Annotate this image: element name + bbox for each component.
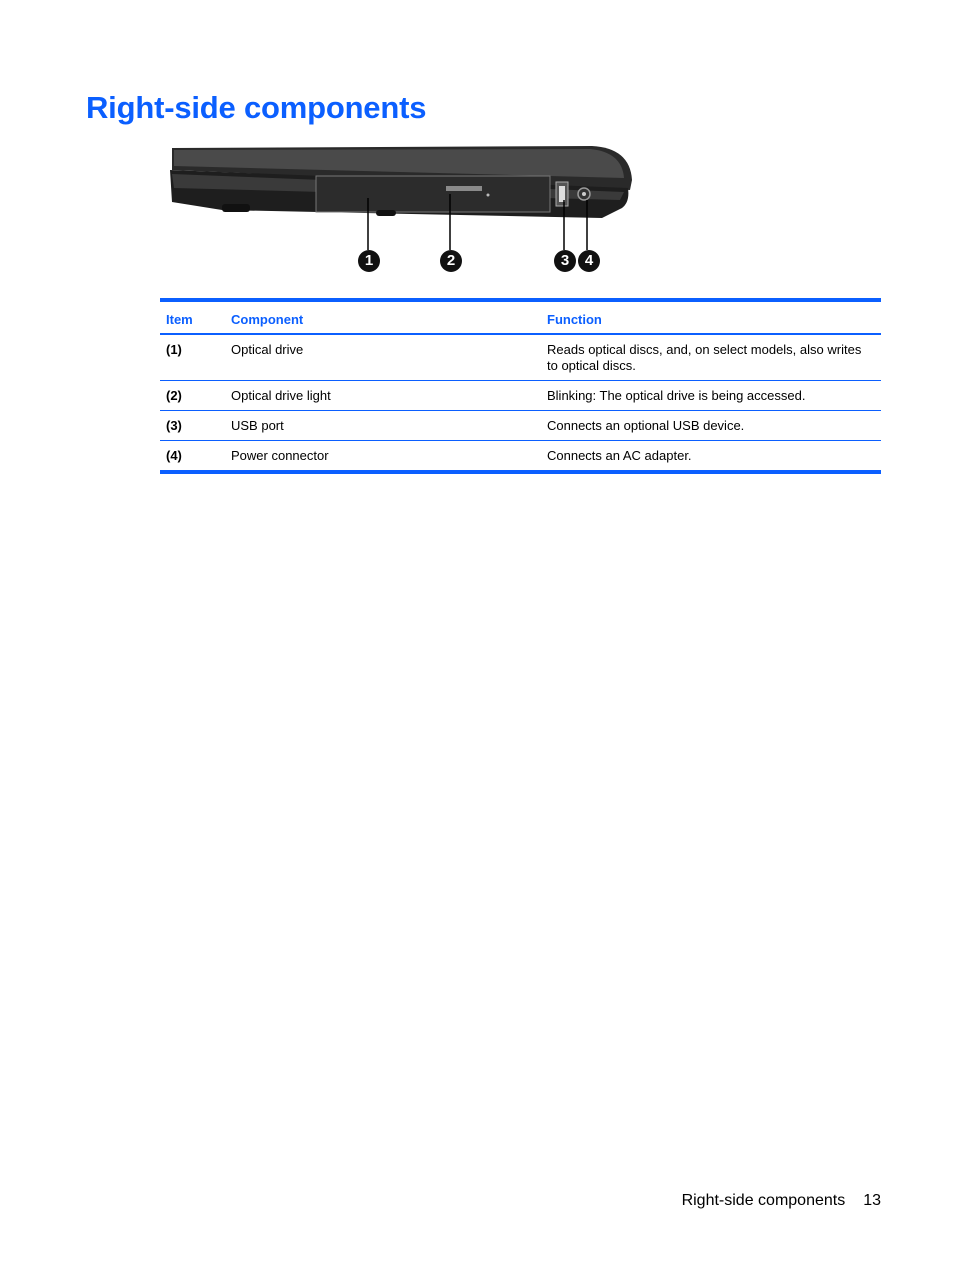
laptop-side-view-image bbox=[162, 140, 642, 250]
table-row bbox=[160, 381, 881, 411]
footer-section-title: Right-side components bbox=[681, 1192, 846, 1209]
callout-1: 1 bbox=[358, 250, 380, 272]
item-cell: (2) bbox=[160, 381, 225, 411]
table-row bbox=[160, 334, 881, 381]
component-cell: Optical drive bbox=[225, 334, 541, 381]
callout-2: 2 bbox=[440, 250, 462, 272]
function-cell: Connects an optional USB device. bbox=[541, 411, 881, 441]
callout-4: 4 bbox=[578, 250, 600, 272]
header-component: Component bbox=[225, 300, 541, 334]
item-cell: (4) bbox=[166, 448, 182, 463]
callout-3: 3 bbox=[554, 250, 576, 272]
function-cell: Connects an AC adapter. bbox=[547, 448, 692, 463]
page-number: 13 bbox=[863, 1192, 881, 1209]
page-footer bbox=[682, 1192, 881, 1210]
table-row bbox=[160, 411, 881, 441]
components-table bbox=[160, 298, 881, 474]
item-cell: (1) bbox=[160, 334, 225, 381]
header-item: Item bbox=[160, 300, 225, 334]
function-cell: Reads optical discs, and, on select models, also writes to optical discs. bbox=[541, 334, 881, 381]
function-cell: Blinking: The optical drive is being accessed. bbox=[541, 381, 881, 411]
table-row bbox=[160, 441, 881, 473]
component-cell: Power connector bbox=[231, 448, 329, 463]
page-title: Right-side components bbox=[86, 90, 427, 125]
component-cell: Optical drive light bbox=[225, 381, 541, 411]
table-header-row bbox=[160, 300, 881, 334]
item-cell: (3) bbox=[160, 411, 225, 441]
component-cell: USB port bbox=[225, 411, 541, 441]
header-function: Function bbox=[541, 300, 881, 334]
laptop-right-side-figure bbox=[162, 140, 642, 280]
